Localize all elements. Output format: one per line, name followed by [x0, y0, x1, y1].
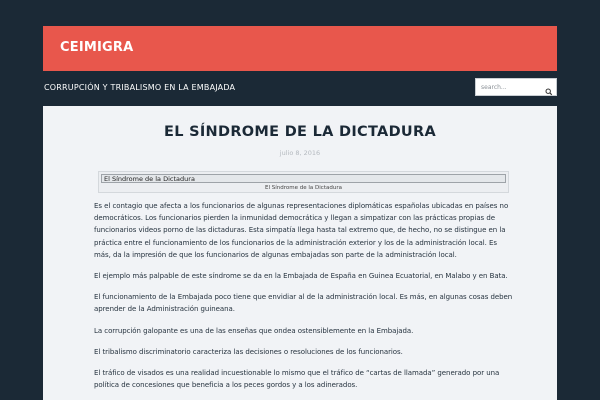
search-icon[interactable]	[544, 82, 554, 92]
post-paragraph: El tribalismo discriminatorio caracteriza las decisiones o resoluciones de los funcionarios.	[94, 347, 403, 356]
post-paragraph: La corrupción galopante es una de las enseñas que ondea ostensiblemente en la Embajada.	[94, 326, 414, 335]
post-paragraph: Es el contagio que afecta a los funcionarios de algunas representaciones diplomáticas españolas ubicadas en países no democráticos. Los funcionarios pierden la inmunidad democrática y llegan a simpatizar con las prácticas propias de funcionarios videos porno de las dictaduras. Esta simpatía llega hasta tal extremo que, de hecho, no se distingue en la práctica entre el funcionamiento de los funcionarios de la administración exterior y los de la administración local. Es más, da la impresión de que los funcionarios de algunas embajadas son parte de la administración local.	[94, 202, 509, 259]
post-paragraph: El ejemplo más palpable de este síndrome se da en la Embajada de España en Guinea Ecuatorial, en Malabo y en Bata.	[94, 272, 508, 281]
post-body	[94, 200, 514, 400]
post-title: EL SÍNDROME DE LA DICTADURA	[164, 124, 436, 140]
search-input[interactable]	[476, 79, 544, 95]
search-box	[475, 78, 557, 96]
post-content	[43, 106, 557, 400]
post-date: julio 8, 2016	[279, 149, 321, 157]
post-figure	[98, 171, 509, 193]
figure-image	[101, 174, 506, 183]
figure-caption: El Síndrome de la Dictadura	[265, 185, 342, 191]
post-paragraph: El tráfico de visados es una realidad incuestionable lo mismo que el tráfico de “cartas de llamada” generado por una política de concesiones que beneficia a los peces gordos y a los adinerados.	[94, 369, 500, 390]
nav-bar	[43, 76, 557, 100]
post-paragraph: El funcionamiento de la Embajada poco tiene que envidiar al de la administración local. Es más, en algunas cosas deben aprender de la Administración guineana.	[94, 293, 513, 314]
figure-image-text: El Síndrome de la Dictadura	[104, 175, 195, 183]
nav-link-corrupcion[interactable]: CORRUPCIÓN Y TRIBALISMO EN LA EMBAJADA	[44, 83, 236, 92]
site-header	[43, 26, 557, 71]
site-title[interactable]: CEIMIGRA	[60, 40, 134, 55]
